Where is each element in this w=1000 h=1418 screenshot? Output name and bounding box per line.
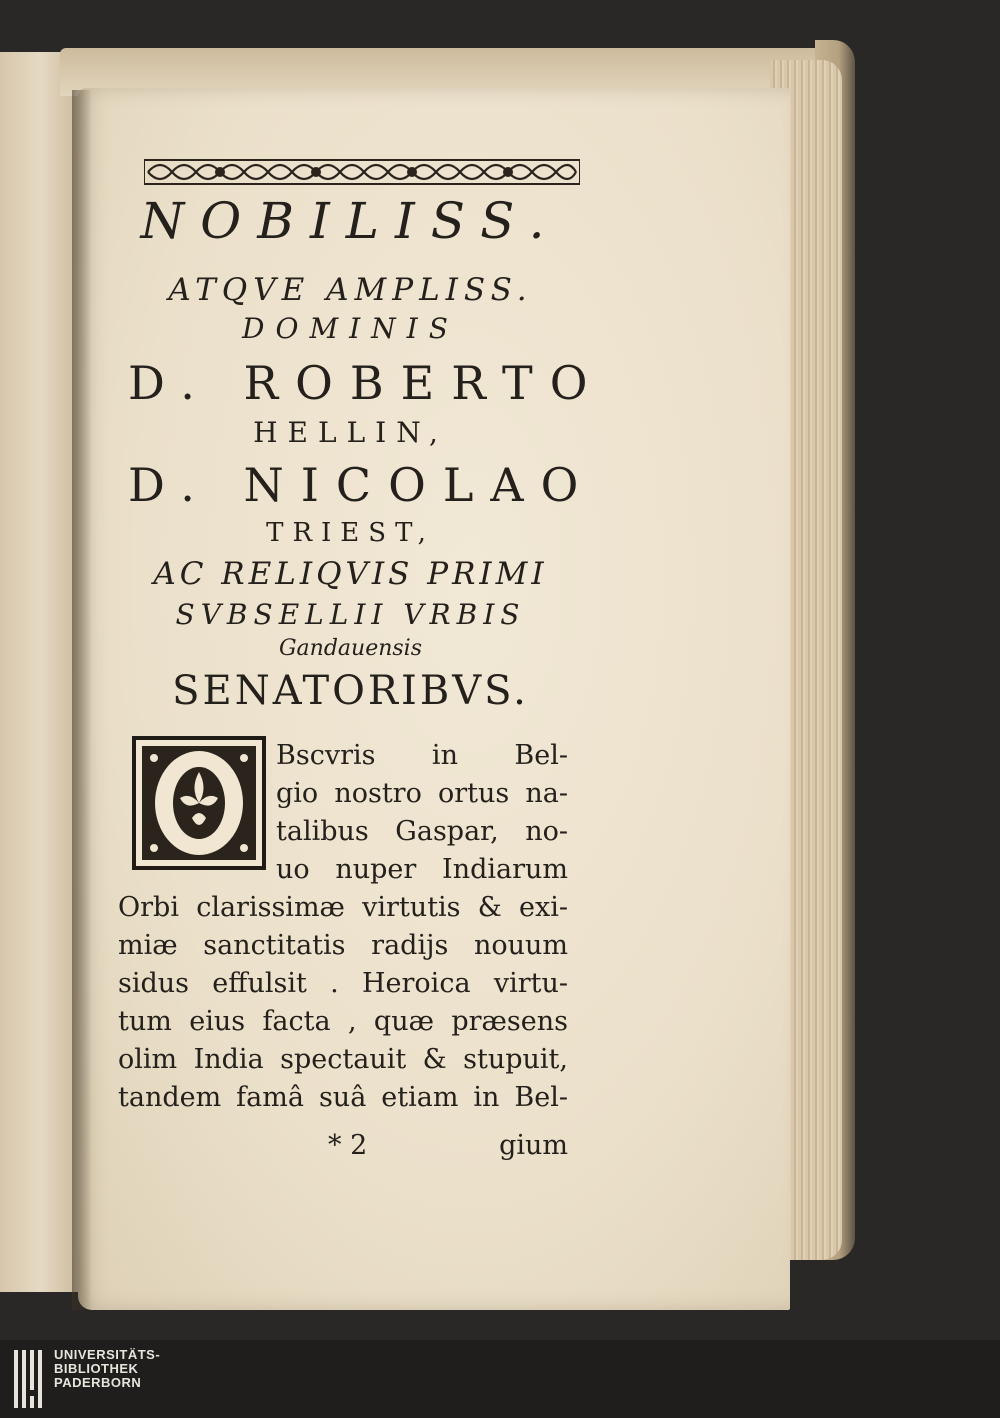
logo-line-2: BIBLIOTHEK — [54, 1361, 139, 1376]
title-line-8: AC RELIQVIS PRIMI — [153, 556, 548, 592]
title-line-6: D. NICOLAO — [128, 458, 596, 512]
library-logo-text — [54, 1348, 160, 1390]
body-line-3: talibus Gaspar, no- — [276, 816, 568, 847]
body-line-2: gio nostro ortus na- — [276, 778, 568, 809]
title-line-9: SVBSELLII VRBIS — [175, 598, 526, 631]
body-line-6: miæ sanctitatis radijs nouum — [118, 930, 568, 961]
library-logo-icon — [12, 1346, 46, 1412]
body-line-10: tandem famâ suâ etiam in Bel- — [118, 1082, 568, 1113]
library-footer — [0, 1340, 1000, 1418]
title-line-7: TRIEST, — [266, 518, 435, 548]
body-line-7: sidus effulsit . Heroica virtu- — [118, 968, 568, 999]
title-line-11: SENATORIBVS. — [172, 668, 529, 714]
gutter-shadow — [72, 90, 92, 1310]
logo-line-3: PADERBORN — [54, 1375, 142, 1390]
body-line-4: uo nuper Indiarum — [276, 854, 568, 885]
title-line-5: HELLIN, — [253, 416, 448, 449]
body-line-9: olim India spectauit & stupuit, — [118, 1044, 568, 1075]
decorated-initial-o — [132, 736, 266, 870]
body-line-1: Bscvris in Bel- — [276, 740, 568, 771]
title-line-4: D. ROBERTO — [128, 356, 605, 410]
catchword: gium — [499, 1130, 568, 1161]
body-line-8: tum eius facta , quæ præsens — [118, 1006, 568, 1037]
title-line-2: ATQVE AMPLISS. — [168, 272, 533, 308]
body-line-5: Orbi clarissimæ virtutis & exi- — [118, 892, 568, 923]
ornament-band — [144, 154, 580, 190]
signature-mark: * 2 — [328, 1130, 368, 1161]
logo-line-1: UNIVERSITÄTS- — [54, 1347, 161, 1362]
title-line-10: Gandauensis — [278, 636, 423, 661]
title-line-3: DOMINIS — [242, 312, 459, 345]
title-line-1: NOBILISS. — [140, 192, 561, 250]
